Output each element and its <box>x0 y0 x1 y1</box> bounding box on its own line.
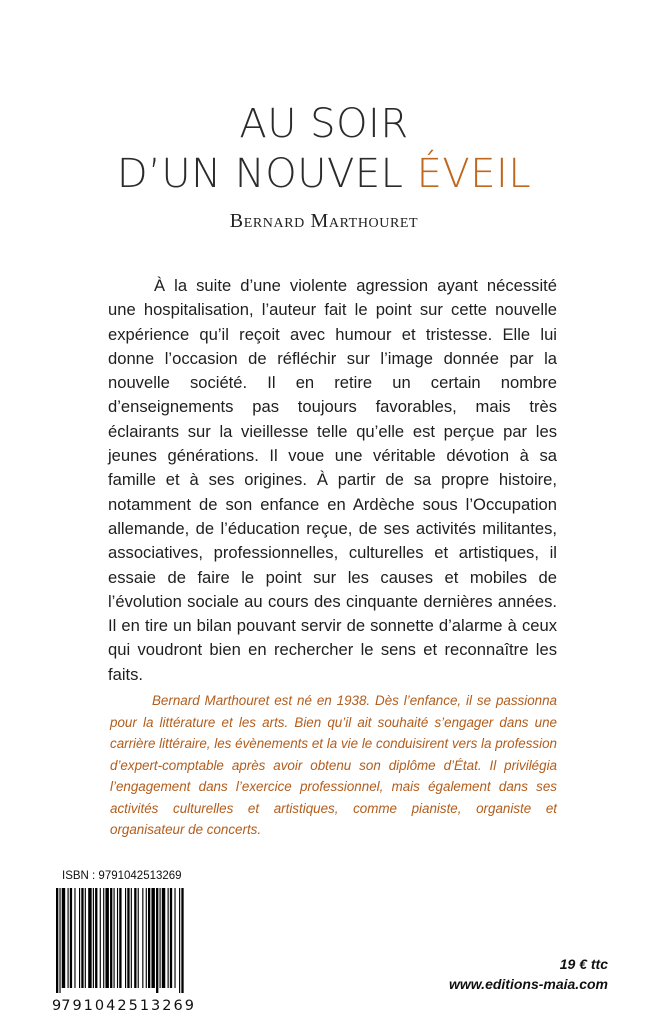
barcode-bar <box>110 888 112 988</box>
barcode-bar <box>174 888 175 988</box>
barcode-bar <box>125 888 126 988</box>
barcode-bar <box>81 888 83 988</box>
barcode-bar <box>68 888 69 988</box>
barcode-bar <box>148 888 150 988</box>
barcode-bar <box>151 888 154 988</box>
barcode-bar <box>70 888 72 988</box>
barcode-bar <box>85 888 86 988</box>
barcode-bar <box>105 888 108 988</box>
title-accent-word: ÉVEIL <box>416 151 532 197</box>
barcode-digit-group-1: 791042 <box>61 998 129 1014</box>
barcode-bar <box>138 888 139 988</box>
barcode-image <box>56 888 184 993</box>
barcode-bar <box>162 888 165 988</box>
author-biography: Bernard Marthouret est né en 1938. Dès l’enfance, il se passionna pour la littérature et les arts. Bien qu’il ait souhaité s’engager dans une carrière littéraire, les évènements et la vie le conduisirent vers la profession d’expert-comptable après avoir obtenu son diplôme d’État. Il privilégia l’engagement dans l’exercice professionnel, mais également dans ses activités culturelles et artistiques, comme pianiste, organiste et organisateur de concerts. <box>110 693 557 837</box>
barcode-bar <box>127 888 129 988</box>
title-line-2-text: D’UN NOUVEL <box>116 151 417 197</box>
barcode-bar <box>179 888 180 993</box>
barcode-digit-prefix: 9 <box>52 998 62 1014</box>
barcode-bar <box>79 888 80 988</box>
author-name: Bernard Marthouret <box>229 210 419 232</box>
barcode-bar <box>168 888 169 988</box>
barcode-bar <box>181 888 183 993</box>
barcode-bar <box>142 888 143 988</box>
barcode-bar <box>74 888 75 988</box>
barcode-bar <box>62 888 65 988</box>
synopsis-paragraph: À la suite d’une violente agression ayant nécessité une hospitalisation, l’auteur fait le point sur cette nouvelle expérience qu’il reçoit avec humour et tristesse. Elle lui donne l’occasion de réfléchir sur l’image donnée par la nouvelle société. Il en retire un certain nombre d’enseignements pas toujours favorables, mais très éclairants sur la vieillesse telle qu’elle est perçue par les jeunes générations. Il voue une véritable dévotion à sa famille et à ses origines. À partir de sa propre histoire, notamment de son enfance en Ardèche sous l’Occupation allemande, de l’éducation reçue, de ses activités militantes, associatives, professionnelles, culturelles et artistiques, il essaie de faire le point sur les causes et mobiles de l’évolution sociale au cours des cinquante dernières années. Il en tire un bilan pouvant servir de sonnette d’alarme à ceux qui voudront bien en rechercher le sens et reconnaître les faits. <box>108 276 557 684</box>
book-title-line-1 <box>0 98 648 150</box>
barcode-bar <box>100 888 101 988</box>
barcode-bar <box>119 888 121 988</box>
barcode-bar <box>93 888 94 988</box>
barcode-bar <box>146 888 147 988</box>
isbn-label: ISBN : 9791042513269 <box>62 870 182 882</box>
price-label: 19 € ttc <box>559 956 608 972</box>
barcode-bar <box>95 888 97 988</box>
barcode-bar <box>56 888 58 993</box>
barcode-bar <box>103 888 104 988</box>
title-line-1-text: AU SOIR <box>239 101 409 147</box>
publisher-website: www.editions-maia.com <box>449 976 608 992</box>
barcode-bar <box>134 888 136 988</box>
barcode-digit-group-2: 513269 <box>128 998 196 1014</box>
barcode-bar <box>156 888 158 993</box>
barcode-bar <box>170 888 172 988</box>
barcode-digits <box>52 998 196 1014</box>
barcode-bar <box>160 888 161 988</box>
barcode-bar <box>131 888 132 988</box>
barcode-bar <box>59 888 60 993</box>
barcode-bar <box>117 888 118 988</box>
book-title-line-2 <box>0 148 648 200</box>
barcode-bar <box>114 888 115 988</box>
barcode-bar <box>88 888 91 988</box>
